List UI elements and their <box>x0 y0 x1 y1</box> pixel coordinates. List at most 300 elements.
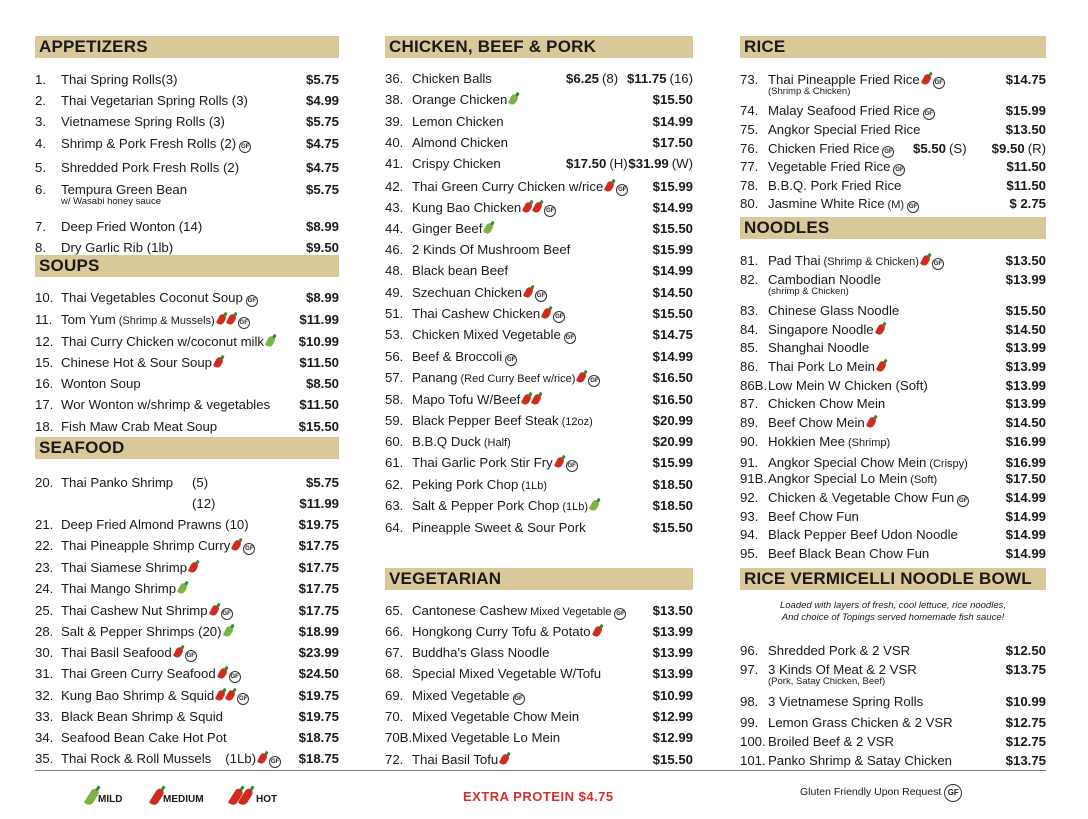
item-number: 57. <box>385 370 404 385</box>
item-name-text: Singapore Noodle <box>768 322 874 337</box>
menu-item <box>740 509 1046 525</box>
item-price: $11.50 <box>299 355 339 370</box>
gluten-free-icon: GF <box>564 332 576 344</box>
item-price: $19.75 <box>298 688 339 703</box>
item-number: 63. <box>385 498 404 513</box>
menu-item <box>385 285 693 301</box>
menu-item <box>385 709 693 725</box>
item-price-small-value: $6.25 <box>566 71 600 86</box>
item-name-text: Chicken & Vegetable Chow Fun <box>768 490 955 505</box>
item-number: 35. <box>35 751 54 766</box>
item-price-small <box>913 141 967 156</box>
item-price: $15.99 <box>652 455 693 470</box>
item-detail: (Shrimp & Chicken) <box>823 256 919 268</box>
item-number: 31. <box>35 666 54 681</box>
item-name-text: Shanghai Noodle <box>768 340 870 355</box>
item-number: 75. <box>740 122 759 137</box>
menu-item <box>740 322 1046 338</box>
item-name-text: Thai Cashew Chicken <box>412 306 541 321</box>
item-name-text: Shrimp & Pork Fresh Rolls (2) <box>61 136 237 151</box>
item-name <box>61 730 227 745</box>
medium-pepper-icon <box>541 307 552 320</box>
item-name <box>412 135 508 150</box>
item-size-small: (H) <box>609 156 628 171</box>
item-name-text: B.B.Q. Pork Fried Rice <box>768 178 902 193</box>
item-price: $14.75 <box>1005 72 1046 87</box>
item-price: $12.99 <box>652 730 693 745</box>
menu-item <box>740 715 1046 731</box>
item-name <box>61 219 202 234</box>
item-price: $14.99 <box>652 349 693 364</box>
item-subtitle: (Pork, Satay Chicken, Beef) <box>768 676 886 687</box>
item-number: 64. <box>385 520 404 535</box>
item-price: $14.50 <box>1005 322 1046 337</box>
menu-item <box>740 734 1046 750</box>
item-name-text: Thai Pineapple Shrimp Curry <box>61 538 231 553</box>
legend-medium <box>153 788 204 806</box>
item-name-text: Hongkong Curry Tofu & Potato <box>412 624 591 639</box>
item-name-text: Tom Yum <box>61 312 116 327</box>
gluten-free-icon: GF <box>614 608 626 620</box>
item-name <box>768 272 881 287</box>
menu-item <box>35 475 339 491</box>
item-name <box>412 156 501 171</box>
item-price: $20.99 <box>652 413 693 428</box>
vermicelli-note-line1: Loaded with layers of fresh, cool lettuce, rice noodles, <box>779 600 1006 611</box>
item-price: $13.75 <box>1005 662 1046 677</box>
hot-pepper-icon <box>216 313 227 326</box>
item-name-text: Crispy Chicken <box>412 156 501 171</box>
item-name <box>768 662 917 677</box>
mild-pepper-icon <box>265 335 276 348</box>
gluten-free-icon: GF <box>616 184 628 196</box>
item-name-text: Thai Vegetarian Spring Rolls (3) <box>61 93 248 108</box>
item-number: 40. <box>385 135 404 150</box>
item-number: 12. <box>35 334 54 349</box>
gluten-free-icon: GF <box>907 201 919 213</box>
gluten-free-icon: GF <box>957 495 969 507</box>
menu-item <box>35 160 339 176</box>
item-number: 81. <box>740 253 759 268</box>
item-name <box>768 546 929 561</box>
item-number: 5. <box>35 160 46 175</box>
hot-pepper-icon <box>532 201 543 214</box>
item-price: $13.99 <box>1005 340 1046 355</box>
item-name-text: Chicken Balls <box>412 71 492 86</box>
menu-item <box>740 643 1046 659</box>
item-number: 2. <box>35 93 46 108</box>
item-detail: (M) <box>887 199 905 211</box>
item-name <box>412 71 492 86</box>
item-number: 46. <box>385 242 404 257</box>
item-name-text: Thai Spring Rolls(3) <box>61 72 178 87</box>
item-price: $13.99 <box>652 624 693 639</box>
item-name-text: Dry Garlic Rib (1lb) <box>61 240 174 255</box>
item-name <box>61 666 241 683</box>
menu-item <box>740 527 1046 543</box>
item-name <box>768 509 859 524</box>
medium-pepper-icon <box>921 73 932 86</box>
item-name-text: Angkor Special Chow Mein <box>768 455 927 470</box>
item-price: $19.75 <box>298 517 339 532</box>
menu-item <box>740 753 1046 769</box>
menu-item <box>385 135 693 151</box>
medium-pepper-icon <box>213 356 224 369</box>
item-price: $17.50 <box>652 135 693 150</box>
legend-medium-label: MEDIUM <box>163 794 204 805</box>
legend-hot-label: HOT <box>256 794 278 805</box>
item-name-text: Thai Cashew Nut Shrimp <box>61 603 208 618</box>
item-name-text: Black Bean Shrimp & Squid <box>61 709 223 724</box>
item-number: 92. <box>740 490 759 505</box>
item-name <box>61 240 173 255</box>
gluten-free-icon: GF <box>544 205 556 217</box>
item-name-text: Mapo Tofu W/Beef <box>412 392 521 407</box>
item-name <box>61 72 178 87</box>
item-price: $15.50 <box>1005 303 1046 318</box>
item-name <box>768 527 958 542</box>
item-name-text: Almond Chicken <box>412 135 509 150</box>
item-price: $14.99 <box>652 200 693 215</box>
menu-item <box>740 471 1046 487</box>
menu-item <box>385 520 693 536</box>
item-number: 70B. <box>385 730 413 745</box>
item-name <box>61 517 249 532</box>
item-name <box>768 253 944 270</box>
item-number: 24. <box>35 581 54 596</box>
item-name-text: Low Mein W Chicken (Soft) <box>768 378 928 393</box>
menu-item <box>35 136 339 152</box>
item-name-text: Shredded Pork & 2 VSR <box>768 643 911 658</box>
item-name <box>412 327 576 344</box>
item-detail: (Shrimp) <box>847 437 891 449</box>
footer-divider <box>35 770 1046 771</box>
item-price: $15.50 <box>652 92 693 107</box>
item-price: $14.75 <box>652 327 693 342</box>
item-number: 6. <box>35 182 46 197</box>
legend-mild <box>88 788 122 806</box>
item-price: $14.99 <box>1005 509 1046 524</box>
menu-item <box>385 688 693 704</box>
item-number: 93. <box>740 509 759 524</box>
item-name <box>412 752 508 767</box>
menu-item <box>740 196 1046 212</box>
item-number: 84. <box>740 322 759 337</box>
section-header-vermicelli: RICE VERMICELLI NOODLE BOWL <box>740 568 1046 590</box>
item-name-text: Mixed Vegetable Chow Mein <box>412 709 580 724</box>
item-name <box>61 312 250 329</box>
menu-item <box>385 221 693 237</box>
menu-item <box>385 370 693 386</box>
item-price: $11.99 <box>299 312 339 327</box>
gluten-free-icon: GF <box>932 258 944 270</box>
item-name <box>61 751 281 768</box>
item-price: $15.99 <box>652 179 693 194</box>
item-number: 100. <box>740 734 766 749</box>
item-price-large <box>628 156 693 171</box>
menu-item <box>740 662 1046 687</box>
mild-pepper-icon <box>222 625 233 638</box>
gluten-free-icon: GF <box>238 317 250 329</box>
item-price: $12.75 <box>1005 734 1046 749</box>
item-number: 101. <box>740 753 766 768</box>
item-name-text: Thai Vegetables Coconut Soup <box>61 290 243 305</box>
medium-pepper-icon <box>591 625 602 638</box>
item-name <box>768 103 935 120</box>
item-number: 30. <box>35 645 54 660</box>
gluten-free-icon: GF <box>185 650 197 662</box>
menu-item <box>385 730 693 746</box>
menu-item <box>385 624 693 640</box>
menu-item <box>35 240 339 256</box>
item-price: $24.50 <box>298 666 339 681</box>
item-name-text: Deep Fried Almond Prawns (10) <box>61 517 249 532</box>
item-name-text: Peking Pork Chop <box>412 477 519 492</box>
item-price: $11.50 <box>1006 159 1046 174</box>
item-name-text: Chinese Hot & Sour Soup <box>61 355 213 370</box>
item-name-text: Special Mixed Vegetable W/Tofu <box>412 666 602 681</box>
item-name <box>412 242 570 257</box>
gluten-free-icon: GF <box>535 290 547 302</box>
item-name <box>412 603 626 620</box>
item-price: $17.75 <box>298 560 339 575</box>
item-name-text: Wor Wonton w/shrimp & vegetables <box>61 397 271 412</box>
item-name <box>768 340 869 355</box>
item-name <box>61 581 186 596</box>
item-name-text: 3 Kinds Of Meat & 2 VSR <box>768 662 917 677</box>
item-number: 59. <box>385 413 404 428</box>
item-price: $10.99 <box>1005 694 1046 709</box>
item-price: $13.99 <box>652 645 693 660</box>
item-price: $14.99 <box>1005 490 1046 505</box>
menu-item <box>740 694 1046 710</box>
item-name-text: Panang <box>412 370 458 385</box>
medium-pepper-icon <box>876 360 887 373</box>
item-name-text: Panko Shrimp & Satay Chicken <box>768 753 952 768</box>
item-name <box>61 334 274 349</box>
item-price: $13.99 <box>1005 378 1046 393</box>
item-price: $18.75 <box>298 730 339 745</box>
item-price: $15.50 <box>652 221 693 236</box>
gluten-free-icon: GF <box>566 460 578 472</box>
item-number: 73. <box>740 72 759 87</box>
section-header-rice: RICE <box>740 36 1046 58</box>
item-number: 3. <box>35 114 46 129</box>
item-price: $15.50 <box>298 419 339 434</box>
medium-pepper-icon <box>920 254 931 267</box>
item-name <box>61 624 232 639</box>
section-header-vegetarian: VEGETARIAN <box>385 568 693 590</box>
item-name-text: Broiled Beef & 2 VSR <box>768 734 895 749</box>
item-name-text: Mixed Vegetable <box>412 688 510 703</box>
item-name-text: Szechuan Chicken <box>412 285 522 300</box>
menu-item <box>35 624 339 640</box>
item-number: 99. <box>740 715 759 730</box>
item-name-text: Thai Curry Chicken w/coconut milk <box>61 334 265 349</box>
item-price: $13.50 <box>1005 253 1046 268</box>
gluten-free-icon: GF <box>239 141 251 153</box>
gluten-free-icon: GF <box>893 164 905 176</box>
item-price: $16.99 <box>1005 434 1046 449</box>
medium-pepper-icon <box>208 604 219 617</box>
menu-item <box>35 93 339 109</box>
item-number: 85. <box>740 340 759 355</box>
item-price: $18.50 <box>652 498 693 513</box>
item-number: 94. <box>740 527 759 542</box>
item-name-text: 2 Kinds Of Mushroom Beef <box>412 242 571 257</box>
item-price: $4.75 <box>305 160 339 175</box>
item-price: $4.75 <box>305 136 339 151</box>
item-number: 74. <box>740 103 759 118</box>
item-number: 17. <box>35 397 54 412</box>
item-name <box>768 322 884 337</box>
menu-item <box>385 349 693 365</box>
item-detail: (12oz) <box>561 416 593 428</box>
item-name-text: 3 Vietnamese Spring Rolls <box>768 694 924 709</box>
item-number: 61. <box>385 455 404 470</box>
menu-item <box>740 378 1046 394</box>
item-price: $8.99 <box>305 290 339 305</box>
item-number: 10. <box>35 290 54 305</box>
item-name <box>61 160 239 175</box>
medium-pepper-icon <box>554 456 565 469</box>
item-size-large: (W) <box>671 156 693 171</box>
menu-item <box>385 242 693 258</box>
medium-pepper-icon <box>499 753 510 766</box>
item-name <box>61 114 225 129</box>
item-price: $17.50 <box>1005 471 1046 486</box>
item-name <box>61 603 233 620</box>
item-name-text: Cambodian Noodle <box>768 272 881 287</box>
item-size-small: (S) <box>949 141 967 156</box>
item-name <box>768 434 890 449</box>
item-name <box>412 370 600 387</box>
item-name-text: Chinese Glass Noodle <box>768 303 900 318</box>
item-number: 53. <box>385 327 404 342</box>
item-name <box>768 694 923 709</box>
menu-item <box>740 396 1046 412</box>
item-number: 65. <box>385 603 404 618</box>
menu-item <box>385 752 693 768</box>
item-name-text: Thai Green Curry Chicken w/rice <box>412 179 604 194</box>
item-price: $11.99 <box>299 496 339 511</box>
gluten-free-icon: GF <box>513 693 525 705</box>
item-name-text: Thai Pineapple Fried Rice <box>768 72 920 87</box>
item-quantity: (12) <box>192 496 216 511</box>
item-name-text: B.B.Q Duck <box>412 434 481 449</box>
menu-item <box>740 455 1046 471</box>
item-subtitle: (Shrimp & Chicken) <box>768 86 851 97</box>
item-name-text: Salt & Pepper Shrimps (20) <box>61 624 222 639</box>
gluten-free-icon: GF <box>246 295 258 307</box>
item-name-text: Thai Garlic Pork Stir Fry <box>412 455 553 470</box>
item-price: $15.50 <box>652 752 693 767</box>
section-header-appetizers: APPETIZERS <box>35 36 339 58</box>
item-name <box>768 734 894 749</box>
item-price: $11.50 <box>1006 178 1046 193</box>
item-name-text: Fish Maw Crab Meat Soup <box>61 419 218 434</box>
item-price: $13.99 <box>1005 359 1046 374</box>
gluten-free-icon: GF <box>505 354 517 366</box>
item-size-large: (16) <box>669 71 693 86</box>
item-name <box>61 688 249 705</box>
menu-item <box>35 688 339 704</box>
menu-item <box>385 114 693 130</box>
menu-item <box>740 359 1046 375</box>
menu-item <box>385 498 693 514</box>
item-price-large-value: $31.99 <box>628 156 669 171</box>
item-name-text: Jasmine White Rice <box>768 196 885 211</box>
item-price: $20.99 <box>652 434 693 449</box>
gluten-free-icon: GF <box>237 693 249 705</box>
item-name-text: Thai Basil Tofu <box>412 752 499 767</box>
item-price: $18.75 <box>298 751 339 766</box>
item-name-text: Shredded Pork Fresh Rolls (2) <box>61 160 240 175</box>
item-price: $9.50 <box>305 240 339 255</box>
menu-item <box>35 312 339 328</box>
item-price: $12.50 <box>1005 643 1046 658</box>
item-name <box>412 200 556 217</box>
item-detail: (Soft) <box>910 474 938 486</box>
item-name <box>768 359 885 374</box>
item-price: $5.75 <box>305 114 339 129</box>
item-name-text: Hokkien Mee <box>768 434 845 449</box>
item-name-text: Beef Chow Mein <box>768 415 865 430</box>
item-name-text: Angkor Special Fried Rice <box>768 122 921 137</box>
item-name-text: Chicken Fried Rice <box>768 141 880 156</box>
menu-item <box>35 666 339 682</box>
item-number: 25. <box>35 603 54 618</box>
menu-item <box>385 645 693 661</box>
item-name <box>61 290 258 307</box>
item-name <box>768 159 905 176</box>
item-detail: (1Lb) <box>521 480 547 492</box>
menu-item <box>385 179 693 195</box>
item-name-text: Pad Thai <box>768 253 821 268</box>
item-number: 8. <box>35 240 46 255</box>
menu-item <box>35 603 339 619</box>
item-name <box>412 688 525 705</box>
item-number: 1. <box>35 72 46 87</box>
item-name <box>768 490 969 507</box>
item-price: $13.99 <box>652 666 693 681</box>
item-subtitle: w/ Wasabi honey sauce <box>61 196 161 207</box>
medium-pepper-icon <box>576 371 587 384</box>
menu-item <box>740 103 1046 119</box>
menu-item <box>35 72 339 88</box>
menu-item <box>385 327 693 343</box>
item-price: $13.75 <box>1005 753 1046 768</box>
item-number: 72. <box>385 752 404 767</box>
item-name-text: Angkor Special Lo Mein <box>768 471 908 486</box>
menu-item <box>740 490 1046 506</box>
menu-item <box>35 376 339 392</box>
item-name-text: Thai Pork Lo Mein <box>768 359 876 374</box>
item-name-text: Pineapple Sweet & Sour Pork <box>412 520 586 535</box>
item-price: $5.75 <box>305 182 339 197</box>
item-price: $13.50 <box>652 603 693 618</box>
item-name-text: Vegetable Fried Rice <box>768 159 891 174</box>
menu-item <box>35 496 339 512</box>
item-name <box>768 141 894 158</box>
gluten-free-icon: GF <box>923 108 935 120</box>
medium-pepper-icon <box>257 752 268 765</box>
item-name <box>768 643 910 658</box>
hot-pepper-icon <box>215 689 226 702</box>
item-price-small-value: $5.50 <box>913 141 947 156</box>
item-name <box>768 122 920 137</box>
item-number: 87. <box>740 396 759 411</box>
